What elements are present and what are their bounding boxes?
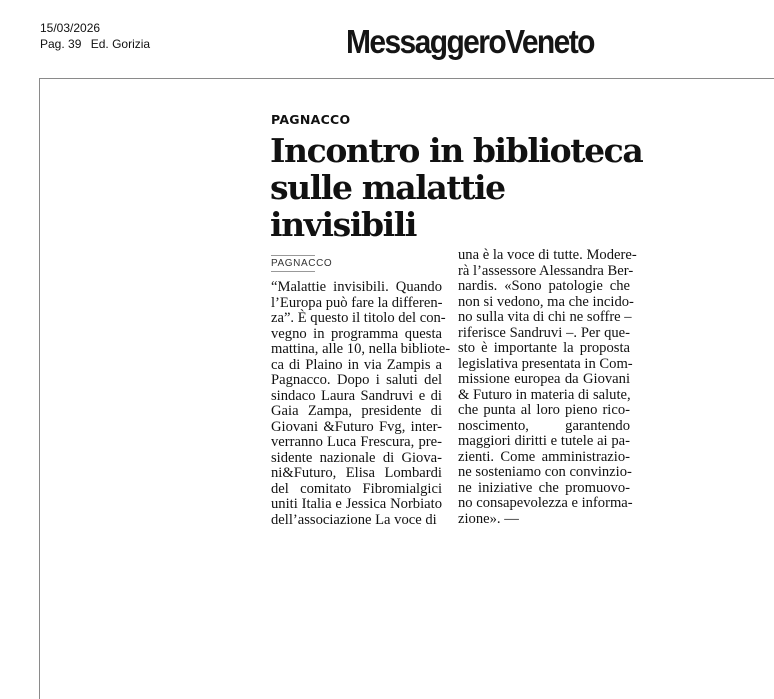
clipping-page: Pag. 39: [40, 37, 82, 51]
article-headline: [270, 132, 650, 243]
body-text-line: del comitato Fibromialgici: [271, 480, 442, 497]
body-text-line: l’Europa può fare la differen-: [271, 294, 443, 311]
body-text-line: ni&Futuro, Elisa Lombardi: [271, 465, 442, 481]
body-text-line: no consapevolezza e informa-: [458, 495, 633, 511]
body-text-line: zienti. Come amministrazio-: [458, 448, 630, 465]
body-text-line: una è la voce di tutte. Modere-: [458, 247, 637, 263]
body-text-line: Gaia Zampa, presidente di: [271, 403, 442, 419]
body-text-line: rà l’assessore Alessandra Ber-: [458, 262, 634, 279]
body-text-line: Pagnacco. Dopo i saluti del: [271, 372, 442, 388]
body-text-line: zione». —: [458, 510, 519, 527]
article-kicker: PAGNACCO: [271, 112, 351, 127]
headline-line: sulle malattie invisibili: [270, 168, 505, 244]
body-text-line: sindaco Laura Sandruvi e di: [271, 387, 442, 404]
body-text-line: maggiori diritti e tutele ai pa-: [458, 433, 630, 449]
body-text-line: sto è importante la proposta: [458, 340, 630, 356]
body-text-line: noscimento, garantendo: [458, 417, 630, 434]
article-column-1: [271, 279, 451, 528]
body-text-line: sidente nazionale di Giova-: [271, 449, 442, 466]
body-text-line: nardis. «Sono patologie che: [458, 278, 630, 294]
headline-line: Incontro in biblioteca: [270, 131, 643, 170]
body-text-line: missione europea da Giovani: [458, 371, 630, 387]
body-text-line: Giovani &Futuro Fvg, inter-: [271, 418, 442, 435]
newspaper-masthead: MessaggeroVeneto: [346, 24, 594, 61]
body-text-line: ca di Plaino in via Zampis a: [271, 356, 442, 373]
body-text-line: & Futuro in materia di salute,: [458, 386, 631, 403]
body-text-line: no sulla vita di chi ne soffre –: [458, 309, 632, 325]
body-text-line: uniti Italia e Jessica Norbiato: [271, 496, 442, 512]
article-dateline: PAGNACCO: [271, 255, 315, 272]
body-text-line: ne iniziative che promuovo-: [458, 479, 630, 496]
body-text-line: legislativa presentata in Com-: [458, 355, 633, 372]
clipping-date: 15/03/2026: [40, 21, 101, 35]
body-text-line: “Malattie invisibili. Quando: [271, 279, 442, 295]
body-text-line: non si vedono, ma che incido-: [458, 293, 634, 310]
article-column-2: [458, 247, 637, 527]
body-text-line: mattina, alle 10, nella bibliote-: [271, 341, 451, 357]
clipping-edition: Ed. Gorizia: [90, 37, 151, 51]
body-text-line: ne sosteniamo con convinzio-: [458, 464, 632, 480]
clipping-page-edition: [40, 36, 156, 52]
body-text-line: vegno in programma questa: [271, 325, 442, 342]
body-text-line: za”. È questo il titolo del con-: [271, 310, 446, 326]
clipping-meta: [40, 20, 156, 52]
body-text-line: che punta al loro pieno rico-: [458, 402, 630, 418]
body-text-line: verranno Luca Frescura, pre-: [271, 434, 442, 450]
body-text-line: dell’associazione La voce di: [271, 511, 437, 528]
body-text-line: riferisce Sandruvi –. Per que-: [458, 324, 630, 341]
